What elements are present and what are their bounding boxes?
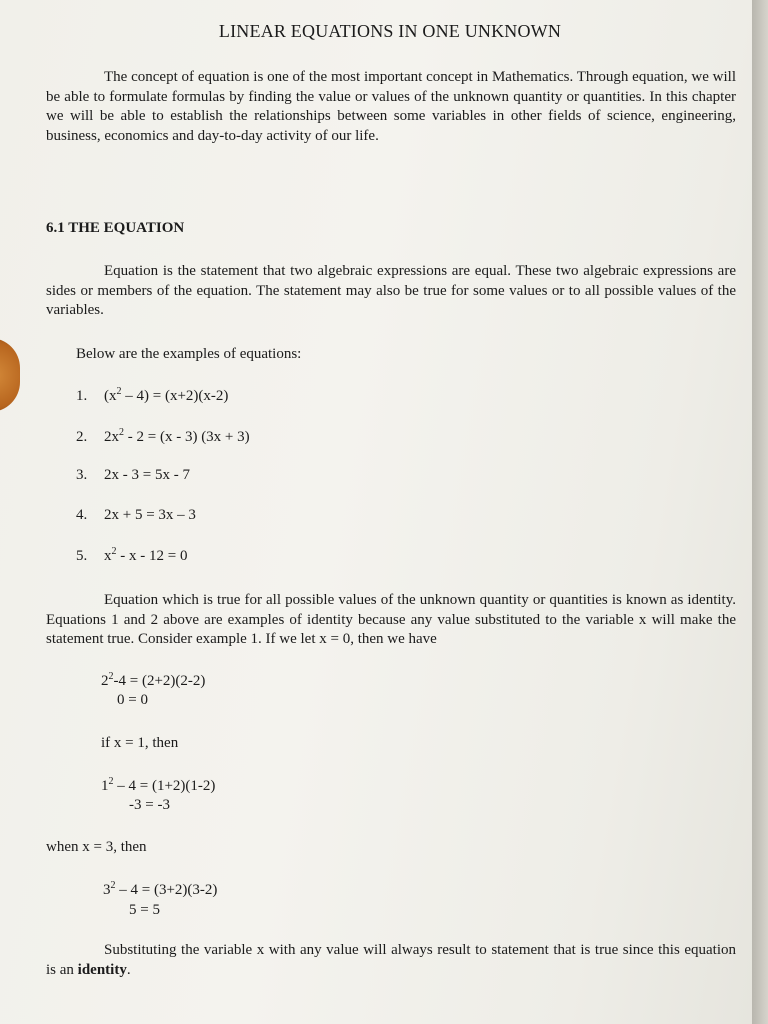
example-number: 1. xyxy=(76,388,88,404)
example-3 xyxy=(76,467,190,484)
work-2-line-b: -3 = -3 xyxy=(129,797,170,813)
example-text: 2x - 3 = 5x - 7 xyxy=(104,467,190,483)
example-number: 3. xyxy=(76,467,88,483)
example-text: – 4) = (x+2)(x-2) xyxy=(121,388,229,404)
example-text: - 2 = (x - 3) (3x + 3) xyxy=(124,429,250,445)
section-text: Equation is the statement that two algebraic expressions are equal. These two algebraic expressions are sides or members of the equation. The statement may also be true for some values or to all possible values of the variables. xyxy=(46,263,736,318)
intro-paragraph xyxy=(46,68,736,146)
work-text: 2 xyxy=(101,673,109,689)
work-text: -4 = (2+2)(2-2) xyxy=(113,673,206,689)
exponent: 2 xyxy=(111,546,117,557)
example-text: (x xyxy=(104,388,117,404)
example-text: - x - 12 = 0 xyxy=(116,548,188,564)
work-text: 1 xyxy=(101,778,109,794)
example-number: 2. xyxy=(76,429,88,445)
examples-intro: Below are the examples of equations: xyxy=(76,346,302,362)
page-edge xyxy=(752,0,768,1024)
if-x-1: if x = 1, then xyxy=(101,735,179,751)
identity-paragraph xyxy=(46,591,736,650)
example-4 xyxy=(76,507,196,524)
section-heading: 6.1 THE EQUATION xyxy=(46,220,185,236)
final-text: Substituting the variable x with any value will always result to statement that is true since this equation is an xyxy=(46,942,736,978)
work-text: 3 xyxy=(103,882,111,898)
work-text: – 4 = (1+2)(1-2) xyxy=(113,778,216,794)
work-2-line-a xyxy=(101,776,215,795)
identity-term: identity xyxy=(77,961,127,978)
work-3-line-b: 5 = 5 xyxy=(129,902,160,918)
final-paragraph xyxy=(46,941,736,980)
when-x-3: when x = 3, then xyxy=(46,839,147,855)
exponent: 2 xyxy=(110,880,116,891)
work-3-line-a xyxy=(103,880,217,899)
example-5 xyxy=(76,546,187,565)
example-text: 2x + 5 = 3x – 3 xyxy=(104,507,196,523)
section-paragraph xyxy=(46,262,736,321)
work-1-line-a xyxy=(101,671,205,690)
example-number: 4. xyxy=(76,507,88,523)
example-2 xyxy=(76,427,250,446)
example-text: 2x xyxy=(104,429,119,445)
example-1 xyxy=(76,386,228,405)
exponent: 2 xyxy=(119,427,124,438)
work-1-line-b: 0 = 0 xyxy=(117,692,148,708)
exponent: 2 xyxy=(116,386,122,397)
exponent: 2 xyxy=(108,776,114,787)
identity-text: Equation which is true for all possible values of the unknown quantity or quantities is known as identity. Equations 1 and 2 above are examples of identity because any value substituted to the variable x will make the statement true. Consider example 1. If we let x = 0, then we have xyxy=(46,592,736,647)
exponent: 2 xyxy=(108,671,114,682)
example-number: 5. xyxy=(76,548,88,564)
chapter-title: LINEAR EQUATIONS IN ONE UNKNOWN xyxy=(218,21,562,41)
final-period: . xyxy=(126,961,131,978)
work-text: – 4 = (3+2)(3-2) xyxy=(115,882,218,898)
intro-text: The concept of equation is one of the most important concept in Mathematics. Through equation, we will be able to formulate formulas by finding the value or values of the unknown quantity or quantities. In this chapter we will be able to establish the relationships between some variables in other fields of science, engineering, business, economics and day-to-day activity of our life. xyxy=(46,69,736,144)
example-text: x xyxy=(104,548,112,564)
